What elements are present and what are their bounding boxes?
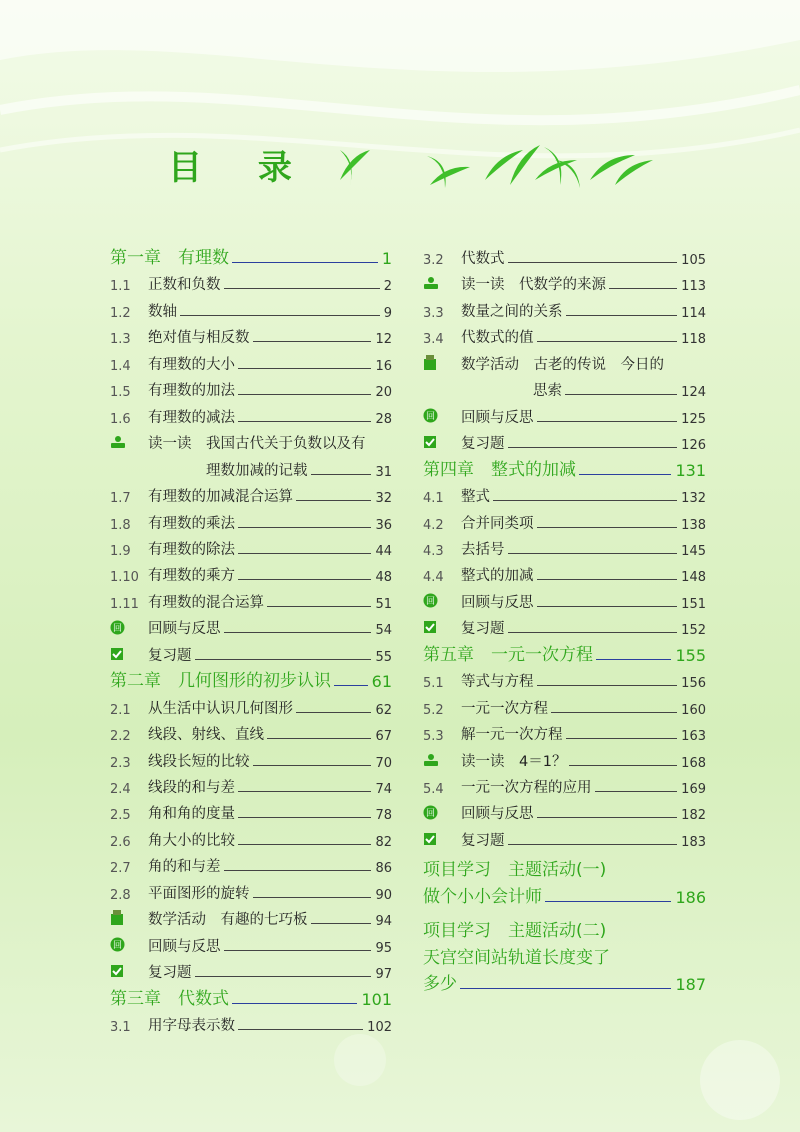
page-number: 44 (375, 543, 392, 559)
entry-title-line: 理数加减的记载 (206, 462, 308, 479)
toc-chapter[interactable] (423, 639, 706, 665)
page-number: 145 (681, 543, 706, 559)
leader-line (238, 368, 371, 369)
toc-chapter[interactable] (423, 454, 706, 480)
page-number: 36 (375, 517, 392, 533)
page-number: 61 (371, 672, 392, 692)
review-icon (110, 616, 148, 638)
entry-title: 项目学习 主题活动(二) (423, 921, 607, 942)
page-number: 124 (681, 385, 706, 401)
toc-entry[interactable] (423, 268, 706, 294)
section-number: 4.2 (423, 517, 444, 533)
section-number: 2.5 (110, 808, 131, 824)
leader-line (238, 421, 371, 422)
section-number: 2.1 (110, 702, 131, 718)
section-number: 2.2 (110, 729, 131, 745)
leader-line (267, 606, 371, 607)
section-number: 2.4 (110, 782, 131, 797)
toc-entry[interactable] (110, 692, 392, 718)
leader-line (551, 712, 677, 713)
toc-entry[interactable] (423, 612, 706, 638)
entry-title: 回顾与反思 (148, 621, 221, 638)
entry-title: 有理数的混合运算 (148, 594, 264, 611)
leader-line (253, 765, 372, 766)
section-number: 4.1 (423, 491, 444, 507)
entry-title: 回顾与反思 (461, 409, 534, 426)
entry-title-continued (423, 968, 706, 994)
toc-entry[interactable] (423, 586, 706, 612)
entry-title: 代数式 (461, 251, 505, 267)
page-number: 187 (675, 975, 706, 995)
page-number: 48 (375, 570, 392, 586)
leader-line (224, 632, 372, 633)
toc-entry[interactable] (423, 824, 706, 850)
leader-line (566, 315, 678, 316)
entry-title-line: 思索 (533, 383, 562, 400)
section-number: 5.1 (423, 676, 444, 692)
entry-title: 一元一次方程 (461, 700, 548, 717)
page-number: 90 (375, 887, 392, 903)
page-number: 163 (681, 729, 706, 745)
toc-entry[interactable] (423, 559, 706, 585)
section-number: 2.7 (110, 861, 131, 877)
entry-title: 去括号 (461, 541, 505, 558)
entry-title: 代数式的值 (461, 330, 534, 347)
leader-line (569, 765, 677, 766)
section-number: 5.2 (423, 702, 444, 718)
entry-title: 正数和负数 (148, 277, 221, 294)
entry-title: 有理数的减法 (148, 409, 235, 426)
leader-line (195, 976, 372, 977)
toc-entry[interactable] (423, 401, 706, 427)
exercise-icon (110, 960, 148, 982)
leader-line (334, 685, 368, 686)
section-number: 3.1 (110, 1020, 131, 1036)
toc-entry[interactable] (110, 718, 392, 744)
page-number: 151 (681, 596, 706, 612)
entry-title: 有理数的乘法 (148, 515, 235, 532)
entry-title-line: 多少 (423, 974, 457, 995)
page-number: 70 (375, 755, 392, 771)
page-number: 148 (681, 570, 706, 586)
page-number: 183 (681, 834, 706, 850)
toc-entry[interactable] (110, 1009, 392, 1035)
leader-line (537, 527, 678, 528)
toc-entry[interactable] (423, 507, 706, 533)
page-number: 78 (375, 808, 392, 824)
leader-line (238, 553, 371, 554)
entry-title: 复习题 (148, 647, 192, 664)
leader-line (508, 632, 678, 633)
leader-line (238, 527, 371, 528)
page-number: 126 (681, 438, 706, 454)
section-number: 2.8 (110, 887, 131, 903)
toc-entry[interactable] (110, 850, 392, 876)
leader-line (545, 901, 671, 902)
page-number: 113 (681, 279, 706, 295)
entry-title: 回顾与反思 (148, 938, 221, 955)
leader-line (311, 923, 372, 924)
entry-title: 整式的加减 (461, 568, 534, 585)
toc-entry[interactable] (110, 427, 392, 453)
toc-entry[interactable] (110, 507, 392, 533)
entry-title-continued (533, 374, 706, 400)
leader-line (238, 1029, 363, 1030)
page-number: 32 (375, 491, 392, 507)
page-title: 目 录 (168, 148, 314, 188)
page-number: 28 (375, 411, 392, 427)
entry-title: 用字母表示数 (148, 1018, 235, 1035)
leader-line (493, 500, 677, 501)
page-number: 62 (375, 702, 392, 718)
leader-line (537, 579, 678, 580)
leader-line (238, 844, 371, 845)
page-number: 16 (375, 358, 392, 374)
section-number: 1.6 (110, 411, 131, 427)
toc-entry[interactable] (423, 242, 706, 268)
section-number: 4.3 (423, 543, 444, 559)
page-number: 182 (681, 808, 706, 824)
entry-title: 有理数的除法 (148, 541, 235, 558)
entry-title: 第五章 一元一次方程 (423, 644, 593, 665)
toc-entry[interactable] (110, 321, 392, 347)
page-number: 94 (375, 914, 392, 930)
toc-entry[interactable] (423, 533, 706, 559)
review-icon (110, 934, 148, 956)
leader-line (566, 738, 678, 739)
leader-line (253, 341, 372, 342)
entry-title: 复习题 (148, 965, 192, 982)
svg-text:回: 回 (112, 941, 123, 952)
page-number: 67 (375, 729, 392, 745)
entry-title: 第三章 代数式 (110, 988, 229, 1009)
section-number: 3.4 (423, 332, 444, 348)
leader-line (508, 262, 678, 263)
page-number: 105 (681, 253, 706, 268)
entry-title-continued (206, 454, 392, 480)
leader-line (296, 500, 371, 501)
page-number: 118 (681, 332, 706, 348)
toc-project[interactable] (423, 915, 706, 941)
exercise-icon (110, 643, 148, 665)
section-number: 1.9 (110, 543, 131, 559)
page-number: 125 (681, 411, 706, 427)
entry-title: 角和角的度量 (148, 806, 235, 823)
toc-entry[interactable] (110, 401, 392, 427)
page-number: 31 (375, 464, 392, 480)
section-number: 1.5 (110, 385, 131, 401)
activity-icon (423, 352, 461, 374)
toc-entry[interactable] (423, 348, 706, 374)
page-number: 160 (681, 702, 706, 718)
leader-line (224, 288, 380, 289)
toc-entry[interactable] (110, 586, 392, 612)
toc-entry[interactable] (423, 718, 706, 744)
page-number: 152 (681, 623, 706, 639)
toc-entry[interactable] (110, 374, 392, 400)
entry-title-line: 做个小小会计师 (423, 886, 542, 907)
toc-entry[interactable] (423, 321, 706, 347)
toc-entry[interactable] (110, 639, 392, 665)
page-number: 102 (367, 1020, 392, 1036)
page-number: 2 (383, 279, 392, 295)
reading-icon (423, 272, 461, 294)
toc-entry[interactable] (110, 903, 392, 929)
page-number: 1 (381, 249, 392, 268)
toc-chapter[interactable] (110, 983, 392, 1009)
toc-entry[interactable] (110, 612, 392, 638)
entry-title: 复习题 (461, 832, 505, 849)
toc-entry[interactable] (423, 797, 706, 823)
leader-line (537, 606, 678, 607)
leader-line (195, 659, 372, 660)
leader-line (609, 288, 677, 289)
page-number: 82 (375, 834, 392, 850)
entry-title-continued (423, 881, 706, 907)
page-number: 169 (681, 782, 706, 797)
entry-title: 有理数的乘方 (148, 568, 235, 585)
entry-title: 平面图形的旋转 (148, 885, 250, 902)
entry-title: 角大小的比较 (148, 832, 235, 849)
page-number: 74 (375, 782, 392, 797)
leader-line (508, 447, 678, 448)
entry-title: 合并同类项 (461, 515, 534, 532)
leader-line (565, 394, 677, 395)
toc-entry[interactable] (423, 427, 706, 453)
entry-title: 有理数的加减混合运算 (148, 489, 293, 506)
entry-title: 线段、射线、直线 (148, 727, 264, 744)
leader-line (460, 988, 671, 989)
bamboo-leaves-decoration (320, 130, 670, 200)
review-icon (423, 801, 461, 823)
toc-entry[interactable] (110, 268, 392, 294)
entry-title: 从生活中认识几何图形 (148, 700, 293, 717)
leader-line (267, 738, 371, 739)
section-number: 1.1 (110, 279, 131, 295)
toc-entry[interactable] (110, 745, 392, 771)
entry-title: 读一读 我国古代关于负数以及有 (148, 436, 366, 453)
toc-entry[interactable] (110, 771, 392, 797)
leader-line (596, 659, 671, 660)
leader-line (180, 315, 380, 316)
toc-entry[interactable] (110, 956, 392, 982)
toc-entry[interactable] (110, 877, 392, 903)
page-number: 51 (375, 596, 392, 612)
entry-title: 有理数的大小 (148, 356, 235, 373)
exercise-icon (423, 828, 461, 850)
toc-entry[interactable] (110, 480, 392, 506)
entry-title: 有理数的加法 (148, 383, 235, 400)
page-number: 97 (375, 967, 392, 983)
entry-title: 第一章 有理数 (110, 248, 229, 268)
section-number: 1.3 (110, 332, 131, 348)
entry-title: 数轴 (148, 303, 177, 320)
reading-icon (110, 431, 148, 453)
leader-line (238, 817, 371, 818)
leader-line (537, 421, 678, 422)
leader-line (224, 870, 372, 871)
entry-title: 解一元一次方程 (461, 727, 563, 744)
page-number: 54 (375, 623, 392, 639)
entry-title: 线段长短的比较 (148, 753, 250, 770)
toc-entry[interactable] (423, 771, 706, 797)
review-icon (423, 405, 461, 427)
section-number: 1.4 (110, 358, 131, 374)
leader-line (311, 474, 372, 475)
toc-project[interactable] (423, 854, 706, 880)
leader-line (238, 394, 371, 395)
section-number: 5.4 (423, 782, 444, 797)
page-number: 101 (361, 989, 392, 1009)
entry-title: 整式 (461, 489, 490, 506)
toc-entry[interactable] (423, 295, 706, 321)
toc-entry[interactable] (110, 295, 392, 321)
activity-icon (110, 907, 148, 929)
entry-title: 数学活动 有趣的七巧板 (148, 912, 308, 929)
svg-text:回: 回 (425, 808, 436, 819)
toc-entry[interactable] (110, 824, 392, 850)
toc-chapter[interactable] (110, 242, 392, 268)
section-number: 2.3 (110, 755, 131, 771)
toc-entry[interactable] (423, 692, 706, 718)
toc-chapter[interactable] (110, 665, 392, 691)
page-number: 155 (675, 645, 706, 665)
page-number: 186 (675, 887, 706, 907)
entry-title: 项目学习 主题活动(一) (423, 860, 607, 881)
page-number: 114 (681, 305, 706, 321)
leader-line (296, 712, 371, 713)
leader-line (508, 553, 678, 554)
leader-line (238, 579, 371, 580)
exercise-icon (423, 431, 461, 453)
entry-title: 数量之间的关系 (461, 303, 563, 320)
section-number: 1.8 (110, 517, 131, 533)
section-number: 1.11 (110, 596, 139, 612)
toc-entry[interactable] (423, 480, 706, 506)
exercise-icon (423, 616, 461, 638)
toc-entry[interactable] (423, 665, 706, 691)
page-number: 131 (675, 460, 706, 480)
entry-title: 线段的和与差 (148, 780, 235, 796)
entry-title-continued (423, 942, 706, 968)
page-number: 9 (383, 305, 392, 321)
leader-line (253, 897, 372, 898)
leader-line (232, 1003, 357, 1004)
entry-title: 数学活动 古老的传说 今日的 (461, 356, 664, 373)
leader-line (224, 950, 372, 951)
entry-title: 回顾与反思 (461, 594, 534, 611)
page-number: 156 (681, 676, 706, 692)
page-number: 86 (375, 861, 392, 877)
leader-line (508, 844, 678, 845)
entry-title: 角的和与差 (148, 859, 221, 876)
section-number: 3.3 (423, 305, 444, 321)
svg-text:回: 回 (425, 412, 436, 423)
leader-line (537, 817, 678, 818)
toc-entry[interactable] (110, 533, 392, 559)
toc-entry[interactable] (110, 797, 392, 823)
entry-title: 复习题 (461, 436, 505, 453)
section-number: 5.3 (423, 729, 444, 745)
toc-entry[interactable] (110, 930, 392, 956)
section-number: 4.4 (423, 570, 444, 586)
leader-line (232, 262, 378, 263)
section-number: 1.10 (110, 570, 139, 586)
toc-entry[interactable] (110, 348, 392, 374)
entry-title: 绝对值与相反数 (148, 330, 250, 347)
entry-title: 一元一次方程的应用 (461, 780, 592, 796)
section-number: 1.7 (110, 491, 131, 507)
entry-title: 读一读 4＝1？ (461, 753, 567, 770)
entry-title-line: 天宫空间站轨道长度变了 (423, 947, 610, 968)
entry-title: 第二章 几何图形的初步认识 (110, 671, 331, 692)
entry-title: 读一读 代数学的来源 (461, 277, 606, 294)
section-number: 3.2 (423, 253, 444, 268)
page-number: 95 (375, 940, 392, 956)
entry-title: 回顾与反思 (461, 806, 534, 823)
leader-line (595, 791, 678, 792)
section-number: 2.6 (110, 834, 131, 850)
page-number: 12 (375, 332, 392, 348)
leader-line (537, 685, 678, 686)
svg-text:回: 回 (112, 623, 123, 634)
toc-entry[interactable] (423, 745, 706, 771)
page-number: 168 (681, 755, 706, 771)
entry-title: 第四章 整式的加减 (423, 459, 576, 480)
entry-title: 复习题 (461, 621, 505, 638)
leader-line (537, 341, 678, 342)
page-number: 132 (681, 491, 706, 507)
toc-entry[interactable] (110, 559, 392, 585)
leader-line (579, 474, 671, 475)
leader-line (238, 791, 371, 792)
section-number: 1.2 (110, 305, 131, 321)
reading-icon (423, 749, 461, 771)
page-number: 138 (681, 517, 706, 533)
page-number: 20 (375, 385, 392, 401)
svg-text:回: 回 (425, 597, 436, 608)
review-icon (423, 590, 461, 612)
entry-title: 等式与方程 (461, 674, 534, 691)
page-number: 55 (375, 649, 392, 665)
